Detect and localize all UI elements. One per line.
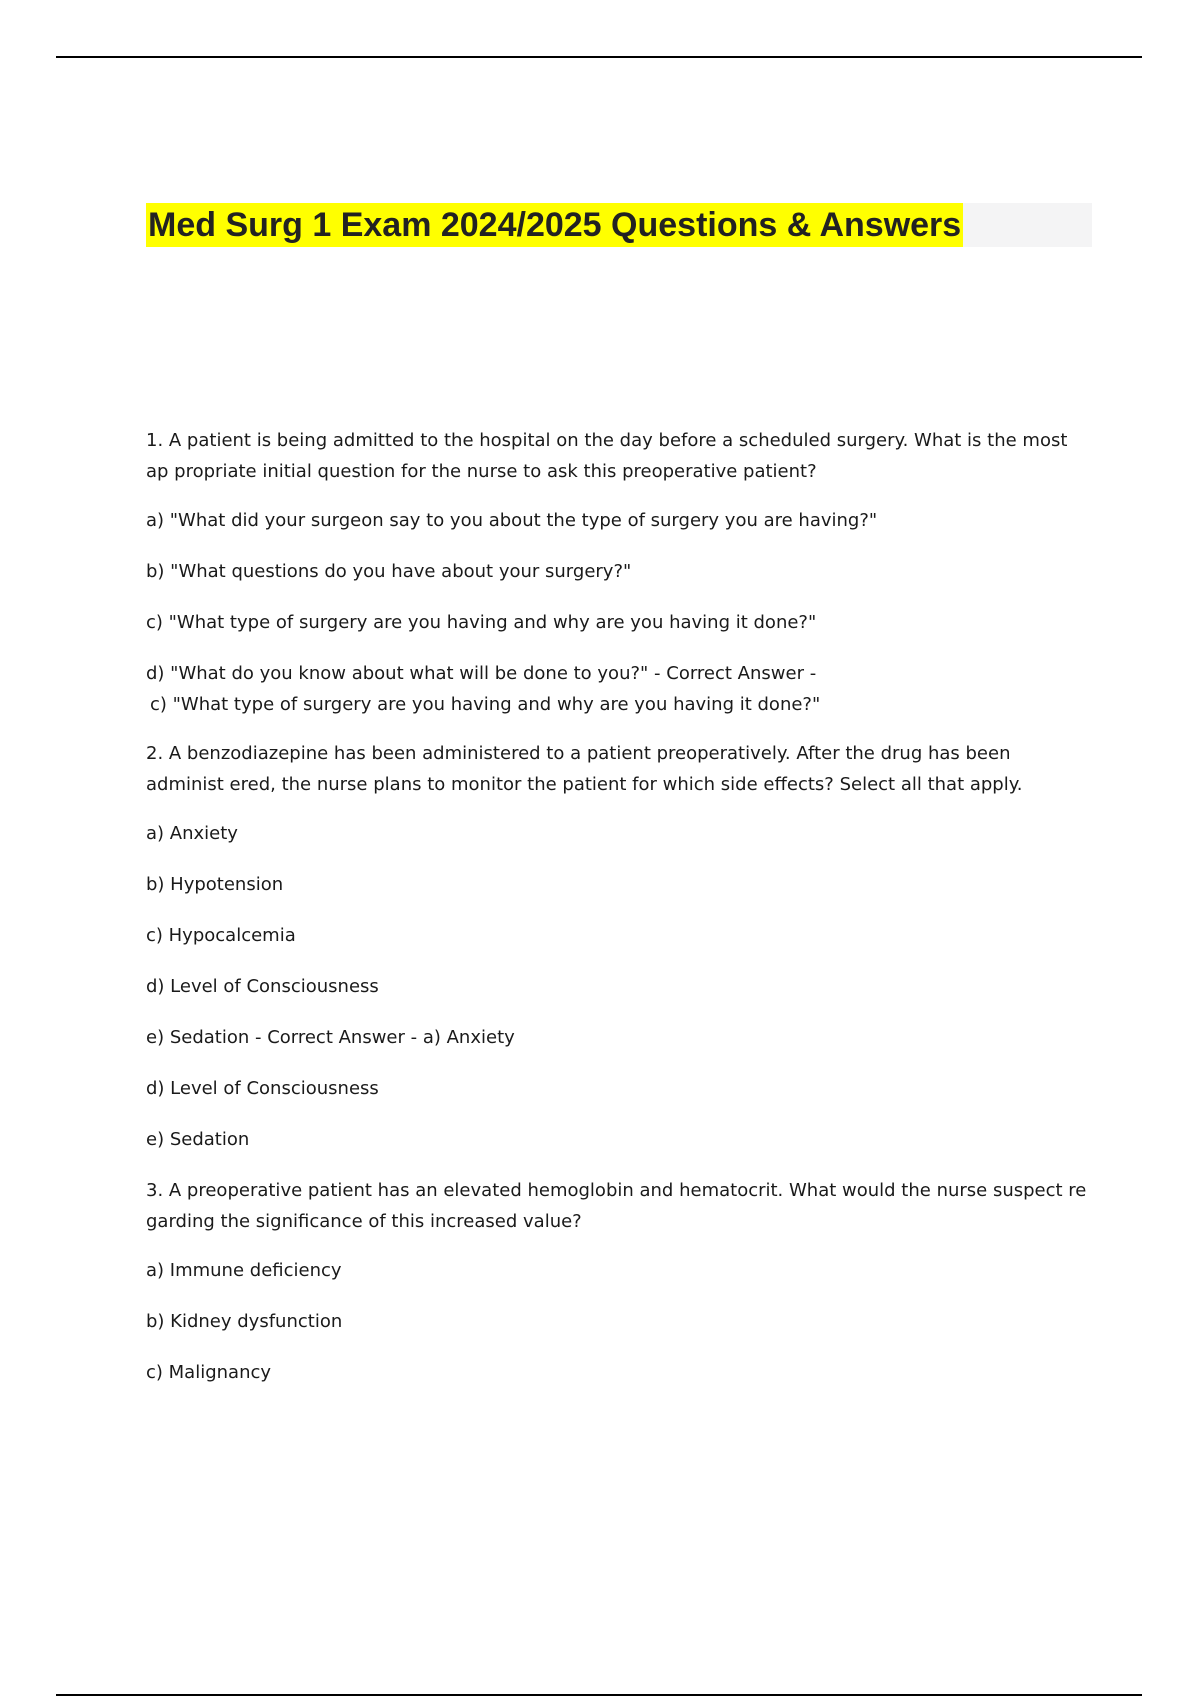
answer-option: e) Sedation — [146, 1129, 250, 1150]
question-stem: 3. A preoperative patient has an elevated hemoglobin and hematocrit. What would the nurse suspect re garding the significance of this increased value? — [146, 1180, 1087, 1232]
top-rule — [56, 56, 1142, 58]
questions-section — [146, 425, 1092, 1408]
answer-option: c) Hypocalcemia — [146, 925, 296, 946]
answer-option: d) Level of Consciousness — [146, 976, 379, 997]
answer-option: d) "What do you know about what will be done to you?" - Correct Answer - — [146, 663, 817, 684]
bottom-rule — [56, 1694, 1142, 1696]
question-2 — [146, 738, 1092, 1155]
answer-option: e) Sedation - Correct Answer - a) Anxiety — [146, 1027, 515, 1048]
answer-option: b) Kidney dysfunction — [146, 1311, 343, 1332]
answer-option: a) Anxiety — [146, 823, 238, 844]
answer-option: a) "What did your surgeon say to you about the type of surgery you are having?" — [146, 510, 878, 531]
document-title: Med Surg 1 Exam 2024/2025 Questions & Answers — [146, 203, 963, 247]
answer-option: b) "What questions do you have about your surgery?" — [146, 561, 632, 582]
answer-option: b) Hypotension — [146, 874, 284, 895]
question-stem: 1. A patient is being admitted to the hospital on the day before a scheduled surgery. What is the most ap propriate initial question for the nurse to ask this preoperative patient? — [146, 430, 1068, 482]
answer-option: d) Level of Consciousness — [146, 1078, 379, 1099]
answer-option: c) "What type of surgery are you having and why are you having it done?" — [146, 612, 817, 633]
correct-answer-line: c) "What type of surgery are you having and why are you having it done?" — [150, 694, 821, 715]
answer-option: c) Malignancy — [146, 1362, 272, 1383]
title-banner — [146, 203, 1092, 247]
question-3 — [146, 1175, 1092, 1388]
answer-option: a) Immune deficiency — [146, 1260, 342, 1281]
question-stem: 2. A benzodiazepine has been administered to a patient preoperatively. After the drug has been administ ered, the nurse plans to monitor the patient for which side effects? Select all that apply. — [146, 743, 1023, 795]
question-1 — [146, 425, 1092, 720]
